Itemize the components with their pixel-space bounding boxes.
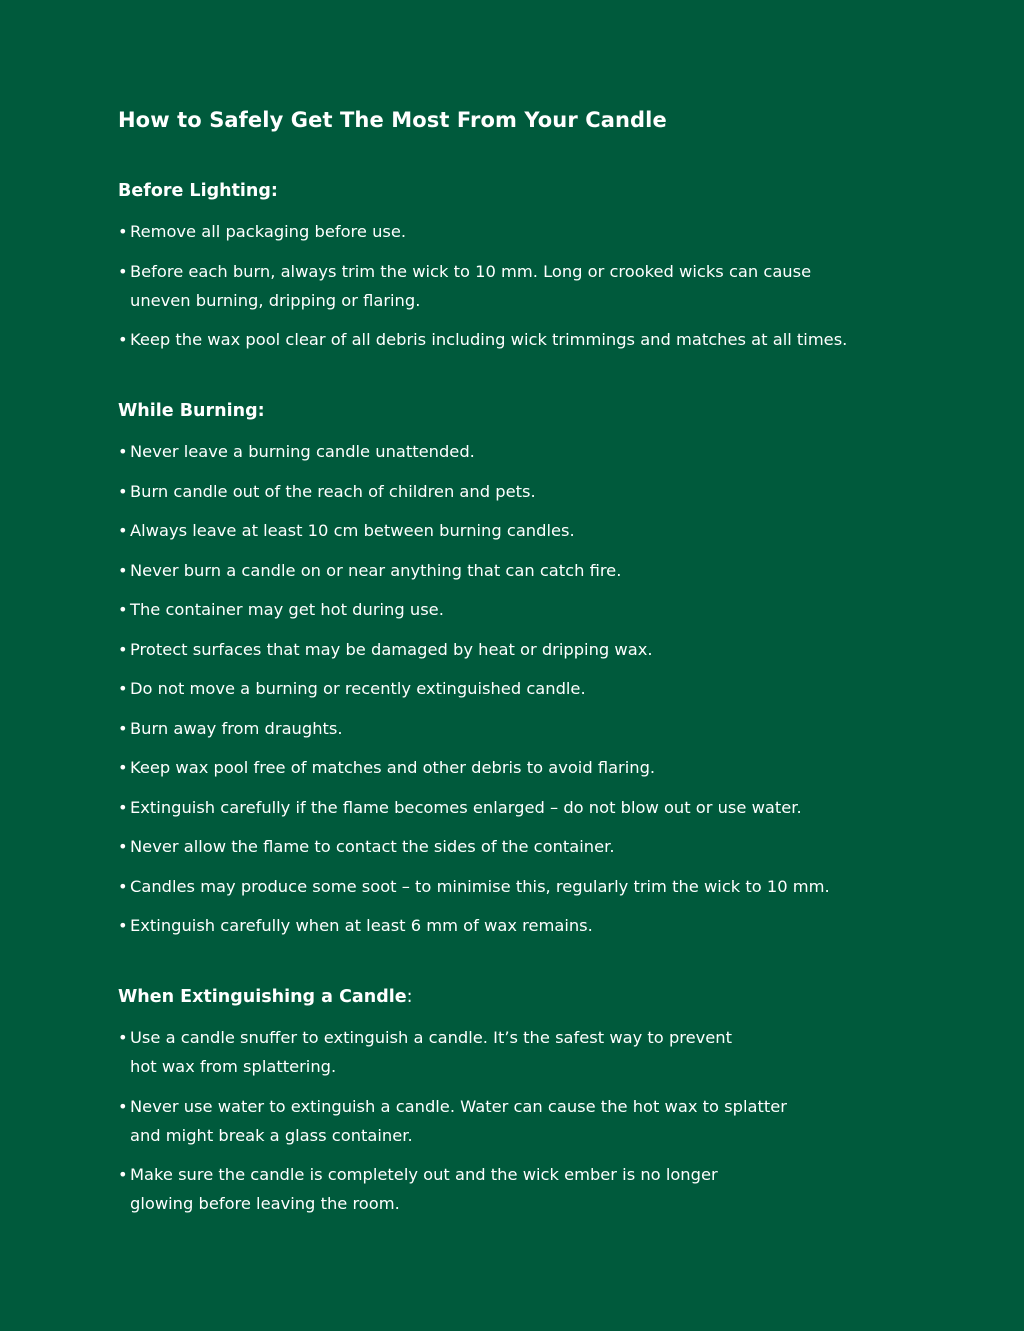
list-item-line: • Make sure the candle is completely out and the wick ember is no longer — [130, 1165, 718, 1184]
list-item — [118, 556, 938, 585]
before-lighting-list — [118, 217, 938, 354]
list-item-line: and might break a glass container. — [130, 1125, 413, 1145]
section-heading-suffix: : — [406, 987, 413, 1007]
content — [118, 104, 938, 1229]
section-heading-while-burning: While Burning: — [118, 401, 265, 421]
list-item-line: • Burn away from draughts. — [130, 718, 343, 738]
list-item — [118, 832, 938, 861]
list-item — [118, 217, 938, 246]
list-item — [118, 516, 938, 545]
section-heading-when-extinguishing — [118, 984, 938, 1010]
page-title: How to Safely Get The Most From Your Candle — [118, 108, 667, 132]
list-item-line: • Never burn a candle on or near anything that can catch fire. — [130, 560, 622, 580]
list-item — [118, 793, 938, 822]
while-burning-list — [118, 437, 938, 940]
list-item — [118, 1092, 938, 1150]
section-heading-before-lighting: Before Lighting: — [118, 181, 278, 201]
section-heading-text: When Extinguishing a Candle — [118, 987, 407, 1007]
list-item-line: • Extinguish carefully if the flame becomes enlarged – do not blow out or use water. — [130, 797, 802, 817]
list-item-line: hot wax from splattering. — [130, 1057, 337, 1076]
list-item — [118, 674, 938, 703]
list-item-line: • The container may get hot during use. — [130, 600, 444, 619]
list-item — [118, 477, 938, 506]
list-item-line: • Protect surfaces that may be damaged by heat or dripping wax. — [130, 639, 653, 659]
list-item — [118, 911, 938, 940]
list-item — [118, 1160, 938, 1218]
list-item-line: • Keep the wax pool clear of all debris including wick trimmings and matches at all times. — [130, 330, 848, 349]
list-item — [118, 753, 938, 782]
list-item — [118, 1023, 938, 1081]
list-item — [118, 325, 938, 354]
list-item-line: • Burn candle out of the reach of children and pets. — [130, 481, 536, 501]
when-extinguishing-list — [118, 1023, 938, 1218]
list-item-line: • Do not move a burning or recently extinguished candle. — [130, 679, 586, 698]
list-item-line: • Never use water to extinguish a candle. Water can cause the hot wax to splatter — [130, 1096, 787, 1116]
list-item — [118, 635, 938, 664]
list-item-line: • Before each burn, always trim the wick to 10 mm. Long or crooked wicks can cause — [130, 261, 812, 281]
list-item — [118, 257, 938, 315]
list-item-line: • Never allow the flame to contact the sides of the container. — [130, 837, 615, 856]
list-item-line: • Remove all packaging before use. — [130, 222, 407, 241]
list-item-line: • Extinguish carefully when at least 6 mm of wax remains. — [130, 916, 593, 935]
list-item-line: • Candles may produce some soot – to minimise this, regularly trim the wick to 10 mm. — [130, 876, 830, 896]
list-item-line: • Never leave a burning candle unattended. — [130, 442, 475, 461]
list-item-line: • Always leave at least 10 cm between burning candles. — [130, 521, 575, 540]
list-item-line: • Use a candle snuffer to extinguish a candle. It’s the safest way to prevent — [130, 1028, 732, 1047]
list-item-line: uneven burning, dripping or flaring. — [130, 290, 421, 310]
list-item-line: glowing before leaving the room. — [130, 1194, 400, 1213]
list-item — [118, 872, 938, 901]
list-item — [118, 595, 938, 624]
list-item — [118, 714, 938, 743]
list-item — [118, 437, 938, 466]
list-item-line: • Keep wax pool free of matches and other debris to avoid flaring. — [130, 758, 656, 777]
